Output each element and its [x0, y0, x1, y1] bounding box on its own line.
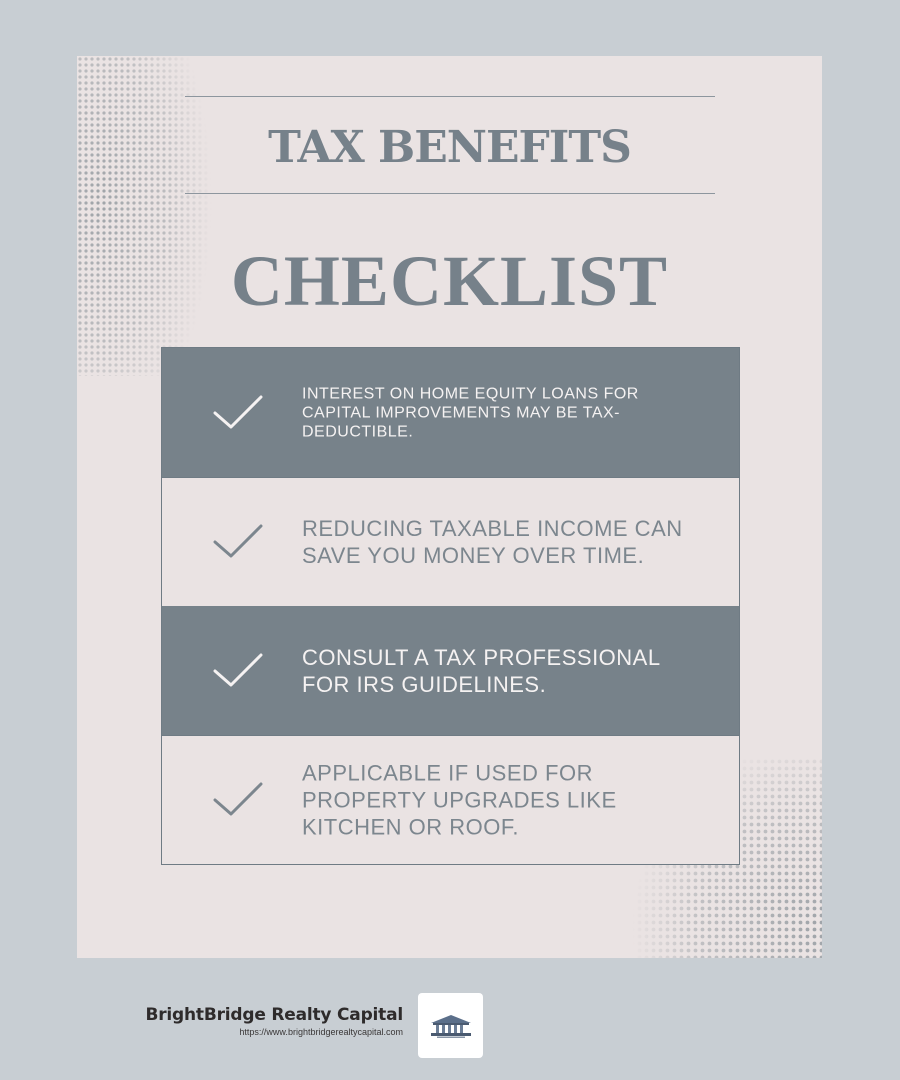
- checklist-item: [162, 348, 739, 477]
- brand-logo: [418, 993, 483, 1058]
- halftone-pattern-top-left: [77, 56, 227, 376]
- checklist-item-text: CONSULT A TAX PROFESSIONAL FOR IRS GUIDELINES.: [302, 644, 660, 697]
- checklist-item: [162, 735, 739, 864]
- page-subtitle: CHECKLIST: [230, 241, 669, 321]
- checklist-item-text: INTEREST ON HOME EQUITY LOANS FOR CAPITAL IMPROVEMENTS MAY BE TAX-DEDUCTIBLE.: [302, 385, 639, 440]
- title-divider-top: [185, 96, 715, 97]
- checklist-item: [162, 606, 739, 735]
- building-logo-icon: [427, 1013, 475, 1039]
- footer-brand: [145, 1004, 403, 1038]
- checklist-item-text: REDUCING TAXABLE INCOME CAN SAVE YOU MONEY OVER TIME.: [302, 516, 683, 568]
- checklist: [161, 347, 740, 865]
- infographic-card: [77, 56, 822, 958]
- brand-name: BrightBridge Realty Capital: [145, 1005, 403, 1025]
- checkmark-icon: [212, 393, 264, 433]
- title-divider-bottom: [185, 193, 715, 194]
- checkmark-icon: [212, 651, 264, 691]
- page-title: TAX BENEFITS: [268, 122, 631, 173]
- checklist-item: [162, 477, 739, 606]
- checkmark-icon: [212, 780, 264, 820]
- brand-url[interactable]: https://www.brightbridgerealtycapital.com: [239, 1027, 403, 1037]
- checklist-item-text: APPLICABLE IF USED FOR PROPERTY UPGRADES LIKE KITCHEN OR ROOF.: [302, 760, 617, 840]
- checkmark-icon: [212, 522, 264, 562]
